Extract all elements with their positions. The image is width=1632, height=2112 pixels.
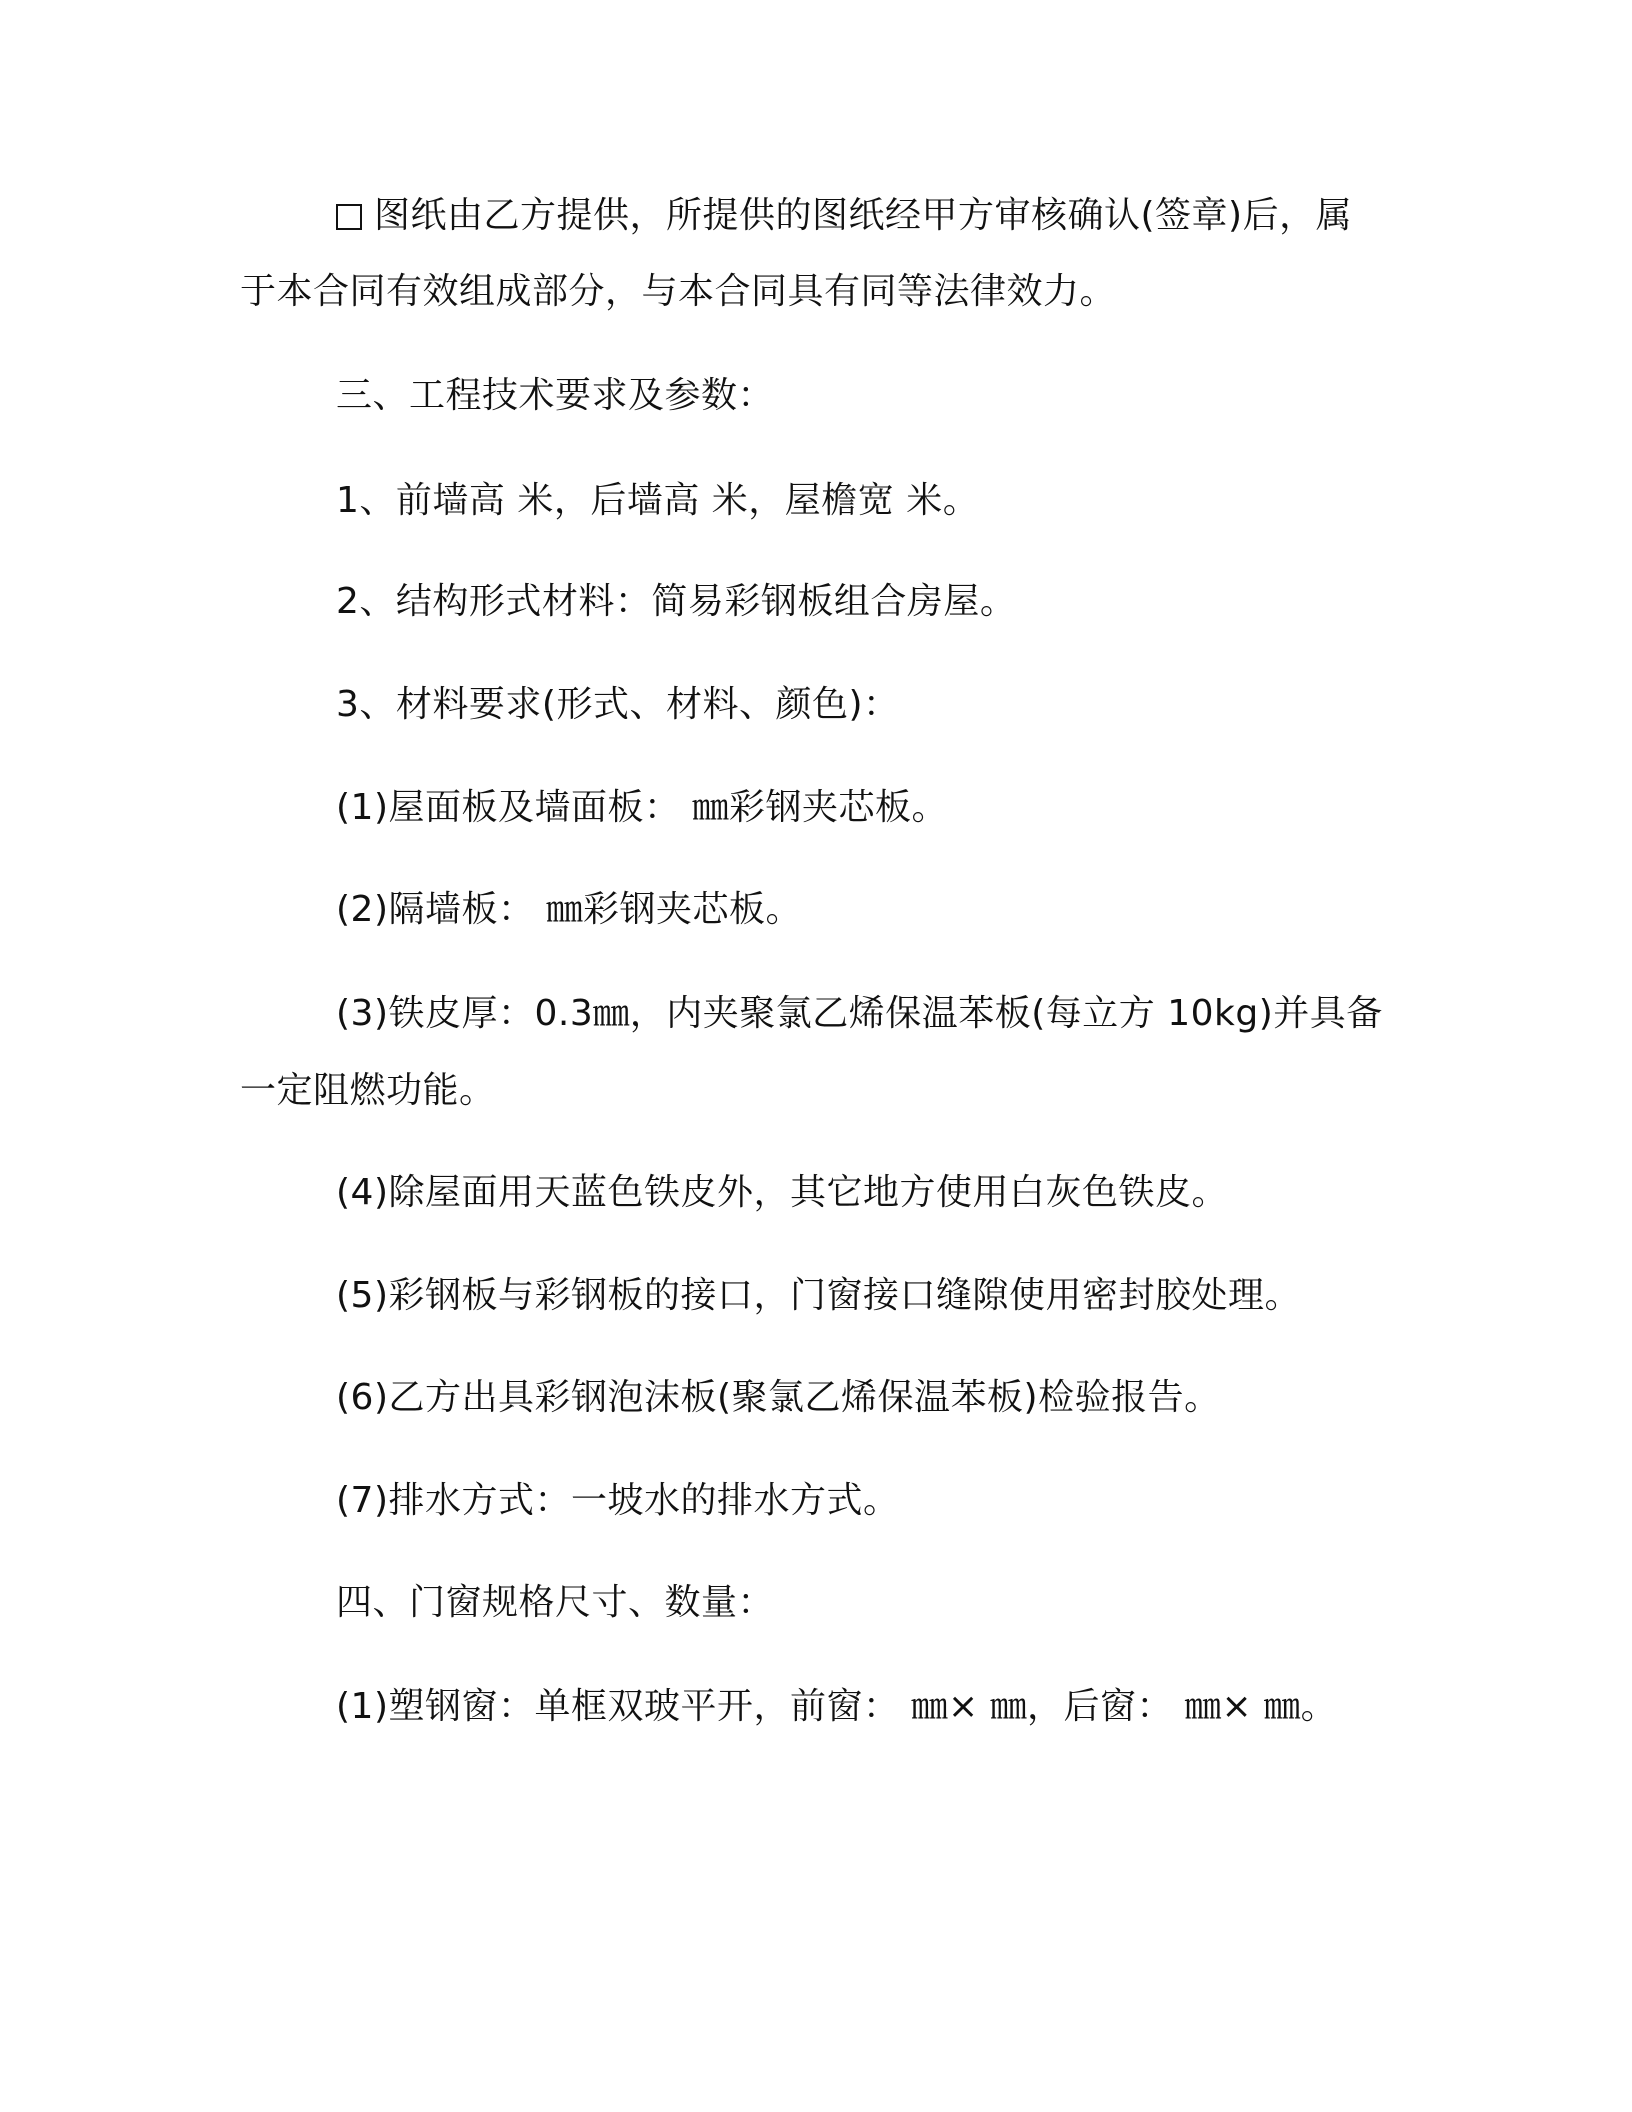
paragraph-text: 2、结构形式材料：简易彩钢板组合房屋。: [336, 581, 1017, 622]
paragraph-text: (5)彩钢板与彩钢板的接口，门窗接口缝隙使用密封胶处理。: [336, 1275, 1301, 1316]
section-heading-doors-windows: [336, 1581, 774, 1625]
paragraph-text: (2)隔墙板： ㎜彩钢夹芯板。: [336, 889, 802, 930]
paragraph-item-3: [336, 683, 900, 727]
paragraph-sub-6: [336, 1376, 1221, 1420]
paragraph-text: (1)塑钢窗：单框双玻平开，前窗： ㎜× ㎜，后窗： ㎜× ㎜。: [336, 1686, 1338, 1727]
paragraph-text: (6)乙方出具彩钢泡沫板(聚氯乙烯保温苯板)检验报告。: [336, 1377, 1221, 1418]
paragraph-item-1: [336, 479, 979, 523]
paragraph-text: (3)铁皮厚：0.3㎜，内夹聚氯乙烯保温苯板(每立方 10kg)并具备: [336, 993, 1383, 1034]
paragraph-item-2: [336, 580, 1016, 624]
paragraph-drawings-line-2: [240, 270, 1116, 314]
paragraph-text: 图纸由乙方提供，所提供的图纸经甲方审核确认(签章)后，属: [374, 195, 1353, 236]
paragraph-text: (1)屋面板及墙面板： ㎜彩钢夹芯板。: [336, 787, 948, 828]
paragraph-sub-2: [336, 888, 802, 932]
paragraph-text: (4)除屋面用天蓝色铁皮外，其它地方使用白灰色铁皮。: [336, 1172, 1228, 1213]
section-heading-technical: [336, 374, 774, 418]
heading-text: 三、工程技术要求及参数：: [336, 375, 775, 416]
checkbox-icon[interactable]: [336, 204, 362, 230]
paragraph-text: 一定阻燃功能。: [240, 1070, 496, 1111]
paragraph-text: 1、前墙高 米，后墙高 米，屋檐宽 米。: [336, 480, 980, 521]
paragraph-text: 3、材料要求(形式、材料、颜色)：: [336, 684, 900, 725]
paragraph-sub-3-line-2: [240, 1069, 496, 1113]
paragraph-sub-5: [336, 1274, 1301, 1318]
paragraph-sub-7: [336, 1479, 900, 1523]
paragraph-text: 于本合同有效组成部分，与本合同具有同等法律效力。: [240, 271, 1117, 312]
paragraph-sub-3-line-1: [336, 992, 1383, 1036]
heading-text: 四、门窗规格尺寸、数量：: [336, 1582, 775, 1623]
paragraph-sub-1: [336, 786, 948, 830]
paragraph-sub-4: [336, 1171, 1228, 1215]
paragraph-window-spec: [336, 1685, 1337, 1729]
paragraph-text: (7)排水方式：一坡水的排水方式。: [336, 1480, 900, 1521]
paragraph-drawings-line-1: [336, 194, 1352, 238]
